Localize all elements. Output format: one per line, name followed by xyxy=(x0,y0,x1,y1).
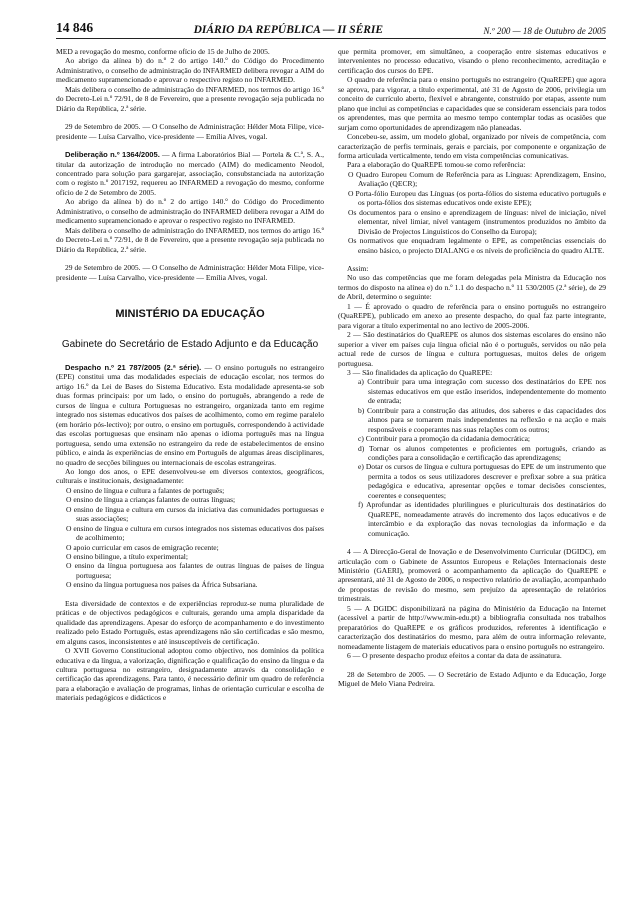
signature-line: 29 de Setembro de 2005. — O Conselho de Administração: Hélder Mota Filipe, vice-presidente — Luísa Carvalho, vice-presidente — Emília Alves, vogal. xyxy=(56,122,324,141)
list-item: b) Contribuir para a construção das atitudes, dos saberes e das capacidades dos alunos para se tornarem mais independentes na reflexão e na acção e mais responsáveis e cooperantes nas suas relações com os outros; xyxy=(358,405,606,434)
ministry-heading: MINISTÉRIO DA EDUCAÇÃO xyxy=(115,307,265,320)
list-item: a) Contribuir para uma integração com sucesso dos destinatários do EPE nos sistemas educativos em que estão inseridos, independentemente do momento de entrada; xyxy=(358,377,606,406)
list-item: O ensino de língua e cultura a falantes de português; xyxy=(66,485,225,495)
list-item: O ensino de língua e cultura em cursos da iniciativa das comunidades portuguesas e suas associações; xyxy=(66,504,324,524)
paragraph: MED a revogação do mesmo, conforme ofício de 15 de Julho de 2005. xyxy=(56,47,270,56)
paragraph: Ao abrigo da alínea b) do n.º 2 do artigo 140.º do Código do Procedimento Administrativo, o conselho de administração do INFARMED delibera revogar a AIM do medicamento supramencionado e aprovar o respectivo registo no INFARMED. xyxy=(56,197,324,226)
paragraph: O XVII Governo Constitucional adoptou como objectivo, nos domínios da política educativa e da língua, a valorização, dignificação e qualificação do ensino da língua e da cultura portuguesa no estrangeiro, designadamente através da consolidação e certificação das aprendizagens. Para tanto, é necessário definir um quadro de referência para a elaboração e avaliação de programas, linhas de orientação curricular e escolha de materiais pedagógicos e didácticos e xyxy=(56,646,324,703)
left-column xyxy=(56,47,324,703)
list-item: O apoio curricular em casos de emigração recente; xyxy=(66,542,219,552)
list-item: Os documentos para o ensino e aprendizagem de línguas: nível de iniciação, nível elementar, nível limiar, nível vantagem (instrumentos produzidos no âmbito da Divisão de Projectos Linguísticos do Conselho da Europa); xyxy=(348,207,606,236)
paragraph: Ao abrigo da alínea b) do n.º 2 do artigo 140.º do Código do Procedimento Administrativo, o conselho de administração do INFARMED delibera revogar a AIM do medicamento supramencionado e aprovar o respectivo registo no INFARMED. xyxy=(56,56,324,85)
despacho-title: Despacho n.º 21 787/2005 (2.ª série). xyxy=(65,362,202,372)
paragraph: Assim: xyxy=(347,263,369,273)
despacho-text: — O ensino português no estrangeiro (EPE) constitui uma das modalidades especiais de educação escolar, nos termos do artigo 16.º da Lei de Bases do Sistema Educativo. Esta modalidade apresenta-se sob duas formas principais: por um lado, o ensino do português, abrangendo a rede de cursos de língua e cultura Portuguesas no estrangeiro, organizada tanto em regime integrado nos sistemas educativos dos países de acolhimento, como em regime paralelo (em horário pós-lectivo); por outro, o ensino em português, correspondendo à actividade das escolas portuguesas que ensinam não apenas o idioma português mas na língua portuguesa, sendo uma extensão no estrangeiro da rede de estabelecimentos de ensino público, e ainda às experiências de ensino em Português de algumas áreas disciplinares, no quadro de secções bilingues ou internacionais de escolas estrangeiras. xyxy=(56,362,324,467)
paragraph: 2 — São destinatários do QuaREPE os alunos dos sistemas escolares do ensino não superior a viver em países cuja língua oficial não é o português, servidos ou não pela actual rede de cursos de língua e cultura portuguesas, muitos deles de origem portuguesa. xyxy=(338,330,606,368)
deliberation-paragraph xyxy=(56,150,324,197)
paragraph: Mais delibera o conselho de administração do INFARMED, nos termos do artigo 16.º do Decreto-Lei n.º 72/91, de 8 de Fevereiro, que a presente revogação seja publicada no Diário da República, 2.ª série. xyxy=(56,225,324,254)
list-item: c) Contribuir para a promoção da cidadania democrática; xyxy=(358,434,531,444)
list-item: O Quadro Europeu Comum de Referência para as Línguas: Aprendizagem, Ensino, Avaliação (QECR); xyxy=(348,169,606,189)
page-header xyxy=(56,20,606,39)
paragraph: Concebeu-se, assim, um modelo global, organizado por níveis de competência, com caracterização de perfis terminais, gerais e parciais, por componente e organização de forma articulada verticalmente, tendo em vista competências comunicativas. xyxy=(338,132,606,160)
despacho-paragraph xyxy=(56,363,324,467)
signature-line: 29 de Setembro de 2005. — O Conselho de Administração: Hélder Mota Filipe, vice-presidente — Luísa Carvalho, vice-presidente — Emília Alves, vogal. xyxy=(56,263,324,282)
list-item: Os normativos que enquadram legalmente o EPE, as competências essenciais do ensino básico, o projecto DIALANG e os níveis de proficiência do quadro ALTE. xyxy=(348,236,606,255)
paragraph: O quadro de referência para o ensino português no estrangeiro (QuaREPE) que agora se aprova, para vigorar, a título experimental, até 31 de Agosto de 2006, privilegia um conceito de currículo aberto, flexível e abrangente, construído por etapas, assente num plano que inclui as competências e capacidades que se consideram essenciais para todos os aprendentes, mas que permita ao mesmo tempo contemplar todas as ocasiões que surjam como oportunidades de aprendizagem não planeadas. xyxy=(338,75,606,132)
paragraph: Esta diversidade de contextos e de experiências reproduz-se numa pluralidade de práticas e de objectivos pedagógicos e culturais, gerando uma ampla disparidade da qualidade das aprendizagens. Apesar do esforço de acompanhamento e do investimento realizado pelo Estado Português, estas aprendizagens não são certificadas e são mesmo, em alguns casos, inconsistentes e até insusceptíveis de certificação. xyxy=(56,598,324,646)
columns xyxy=(56,47,606,703)
right-column xyxy=(338,47,606,703)
deliberation-title: Deliberação n.º 1364/2005. xyxy=(65,150,160,160)
list-item: O ensino de língua a crianças falantes de outras línguas; xyxy=(66,495,236,505)
paragraph: que permita promover, em simultâneo, a cooperação entre sistemas educativos e intervenientes no processo educativo, visando o pleno reconhecimento, acreditação e certificação dos cursos do EPE. xyxy=(338,47,606,75)
references-list xyxy=(338,170,606,255)
purposes-list xyxy=(338,377,606,538)
paragraph: 1 — É aprovado o quadro de referência para o ensino português no estrangeiro (QuaREPE), publicado em anexo ao presente despacho, do qual faz parte integrante, para vigorar a título experimental no ano lectivo de 2005-2006. xyxy=(338,301,606,330)
deliberation-text: — A firma Laboratórios Bial — Portela & C.ª, S. A., titular da autorização de introdução no mercado (AIM) do medicamento Neodol, concentrado para solução para gargarejar, associação, consubstanciada na autorização com o registo n.º 2017192, requereu ao INFARMED a revogação do mesmo, conforme ofício de 2 de Setembro de 2005. xyxy=(56,150,324,197)
paragraph: 4 — A Direcção-Geral de Inovação e de Desenvolvimento Curricular (DGIDC), em articulação com o Gabinete de Assuntos Europeus e Relações Internacionais deste Ministério (GAERI), promoverá o acompanhamento da aplicação do QuaREPE e apresentará, até 31 de Agosto de 2006, o respectivo relatório de avaliação, acompanhado de propostas de revisão do mesmo, sem prejuízo da apresentação de relatórios trimestrais. xyxy=(338,547,606,604)
list-item: O ensino da língua portuguesa nos países da África Subsariana. xyxy=(66,580,258,590)
list-item: O Porta-fólio Europeu das Línguas (os porta-fólios do sistema educativo português e os porta-fólios dos sistemas educativos onde existe EPE); xyxy=(348,188,606,208)
list-item: d) Tornar os alunos competentes e proficientes em português, criando as condições para a consolidação e certificação das aprendizagens; xyxy=(358,443,606,463)
paragraph: 3 — São finalidades da aplicação do QuaREPE: xyxy=(347,367,493,377)
paragraph: No uso das competências que me foram delegadas pela Ministra da Educação nos termos do disposto na alínea e) do n.º 1.1 do despacho n.º 11 530/2005 (2.ª série), de 29 de Abril, determino o seguinte: xyxy=(338,273,606,302)
signature-line: 28 de Setembro de 2005. — O Secretário de Estado Adjunto e da Educação, Jorge Miguel de Melo Viana Pedreira. xyxy=(338,669,606,688)
paragraph: 5 — A DGIDC disponibilizará na página do Ministério da Educação na Internet (acessível a partir de http://www.min-edu.pt) a bibliografia consultada nos trabalhos preparatórios do QuaREPE e os gráficos produzidos, referentes à identificação e caracterização dos destinatários do mesmo, para além de outra informação relevante, nomeadamente listagem de materiais educativos para o ensino português no estrangeiro. xyxy=(338,603,606,651)
journal-title: DIÁRIO DA REPÚBLICA — II SÉRIE xyxy=(193,24,384,36)
page-number: 14 846 xyxy=(56,20,94,35)
paragraph: Mais delibera o conselho de administração do INFARMED, nos termos do artigo 16.º do Decreto-Lei n.º 72/91, de 8 de Fevereiro, que a presente revogação seja publicada no Diário da República, 2.ª série. xyxy=(56,84,324,113)
contexts-list xyxy=(56,486,324,590)
list-item: O ensino de língua e cultura em cursos integrados nos sistemas educativos dos países de acolhimento; xyxy=(66,523,324,543)
paragraph: Ao longo dos anos, o EPE desenvolveu-se em diversos contextos, geográficos, culturais e institucionais, designadamente: xyxy=(56,466,324,486)
paragraph: Para a elaboração do QuaREPE tomou-se como referência: xyxy=(347,160,526,170)
issue-date: N.º 200 — 18 de Outubro de 2005 xyxy=(483,26,606,36)
paragraph: 6 — O presente despacho produz efeitos a contar da data de assinatura. xyxy=(347,651,562,661)
gabinete-heading: Gabinete do Secretário de Estado Adjunto e da Educação xyxy=(61,338,319,350)
list-item: e) Dotar os cursos de língua e cultura portuguesas do EPE de um instrumento que permita a todos os seus utilizadores descrever e prefixar sobre a sua prática pedagógica e educativa, apresentar opções e tomar decisões conscientes, coerentes e consequentes; xyxy=(358,462,606,500)
list-item: O ensino bilingue, a título experimental; xyxy=(66,552,188,562)
list-item: f) Aprofundar as identidades plurilingues e pluriculturais dos destinatários do QuaREPE, nomeadamente através do incremento dos laços educativos e de intercâmbio e da exploração das novas tecnologias da informação e da comunicação. xyxy=(358,500,606,538)
list-item: O ensino da língua portuguesa aos falantes de outras línguas de países de língua portuguesa; xyxy=(66,561,324,580)
